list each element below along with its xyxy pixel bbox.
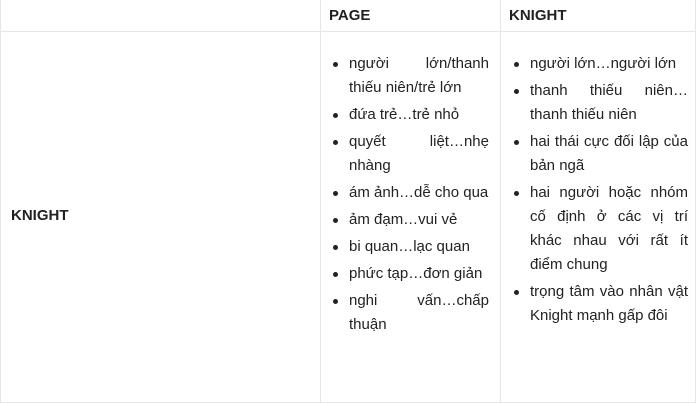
page-column-cell — [321, 32, 501, 403]
header-cell-empty — [0, 0, 321, 32]
list-item: hai người hoặc nhóm cố định ở các vị trí khác nhau với rất ít điểm chung — [512, 181, 688, 277]
header-knight-text: KNIGHT — [509, 7, 567, 24]
page-bullet-list — [331, 52, 489, 340]
list-item: đứa trẻ…trẻ nhỏ — [331, 103, 489, 127]
header-cell-knight — [501, 0, 696, 32]
list-item: ám ảnh…dễ cho qua — [331, 181, 489, 205]
knight-bullet-list — [512, 52, 688, 331]
list-item: người lớn…người lớn — [512, 52, 688, 76]
list-item: người lớn/thanh thiếu niên/trẻ lớn — [331, 52, 489, 100]
knight-column-cell — [501, 32, 696, 403]
list-item: quyết liệt…nhẹ nhàng — [331, 130, 489, 178]
list-item: phức tạp…đơn giản — [331, 262, 489, 286]
header-cell-page — [321, 0, 501, 32]
list-item: nghi vấn…chấp thuận — [331, 289, 489, 337]
row-label-cell — [0, 32, 321, 403]
list-item: bi quan…lạc quan — [331, 235, 489, 259]
header-page-text: PAGE — [329, 7, 371, 24]
list-item: thanh thiếu niên…thanh thiếu niên — [512, 79, 688, 127]
list-item: hai thái cực đối lập của bản ngã — [512, 130, 688, 178]
row-label-text: KNIGHT — [11, 207, 69, 224]
list-item: trọng tâm vào nhân vật Knight mạnh gấp đôi — [512, 280, 688, 328]
list-item: ảm đạm…vui vẻ — [331, 208, 489, 232]
